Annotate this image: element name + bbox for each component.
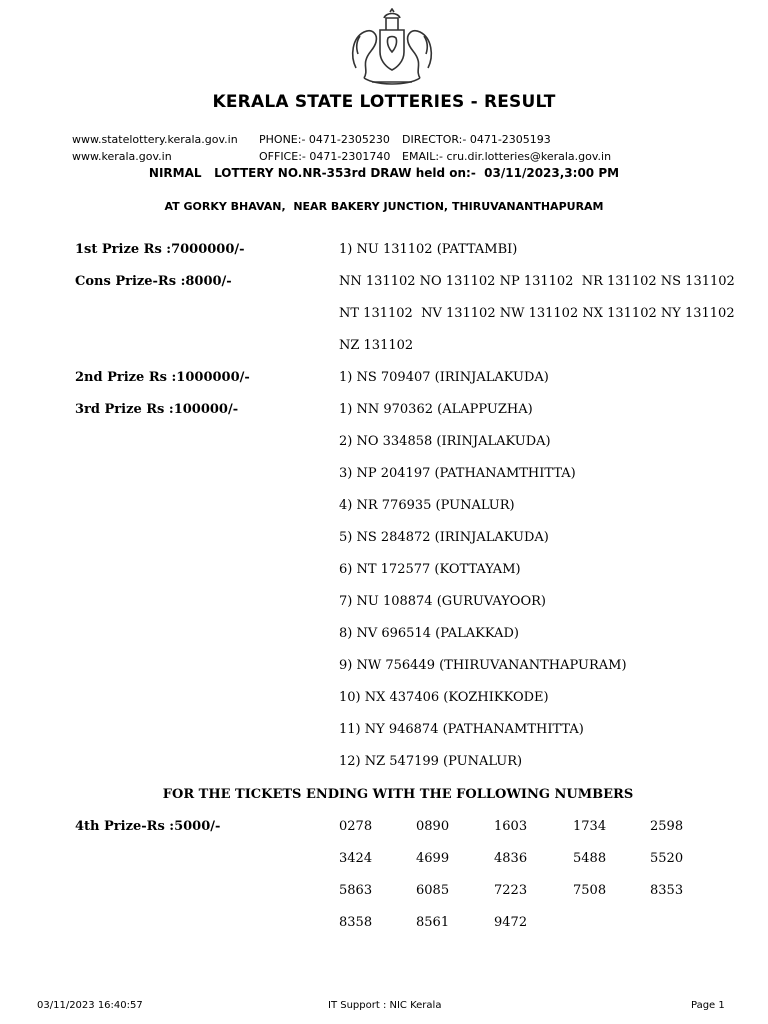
third-prize-winner: 2) NO 334858 (IRINJALAKUDA) (339, 434, 551, 449)
cons-prize-line: NT 131102 NV 131102 NW 131102 NX 131102 NY 131102 (339, 306, 735, 321)
fourth-prize-number: 9472 (494, 915, 528, 930)
office-phone: OFFICE:- 0471-2301740 (259, 150, 391, 163)
third-prize-winner: 6) NT 172577 (KOTTAYAM) (339, 562, 521, 577)
fourth-prize-label: 4th Prize-Rs :5000/- (75, 819, 221, 834)
fourth-prize-number: 8353 (650, 883, 684, 898)
footer-support: IT Support : NIC Kerala (328, 1000, 442, 1011)
footer-timestamp: 03/11/2023 16:40:57 (37, 1000, 143, 1011)
second-prize-winner: 1) NS 709407 (IRINJALAKUDA) (339, 370, 549, 385)
second-prize-label: 2nd Prize Rs :1000000/- (75, 370, 250, 385)
fourth-prize-number: 7508 (573, 883, 607, 898)
fourth-prize-number: 8358 (339, 915, 373, 930)
fourth-prize-number: 1603 (494, 819, 528, 834)
fourth-prize-number: 5488 (573, 851, 607, 866)
footer-page-number: Page 1 (691, 1000, 725, 1011)
fourth-prize-number: 3424 (339, 851, 373, 866)
third-prize-winner: 12) NZ 547199 (PUNALUR) (339, 754, 523, 769)
third-prize-winner: 10) NX 437406 (KOZHIKKODE) (339, 690, 549, 705)
first-prize-winner: 1) NU 131102 (PATTAMBI) (339, 242, 518, 257)
third-prize-winner: 3) NP 204197 (PATHANAMTHITTA) (339, 466, 576, 481)
third-prize-winner: 7) NU 108874 (GURUVAYOOR) (339, 594, 546, 609)
kerala-state-emblem-icon (346, 8, 438, 90)
cons-prize-line: NZ 131102 (339, 338, 414, 353)
fourth-prize-number: 0890 (416, 819, 450, 834)
ending-numbers-heading: FOR THE TICKETS ENDING WITH THE FOLLOWING NUMBERS (162, 787, 634, 802)
fourth-prize-number: 8561 (416, 915, 450, 930)
draw-info: NIRMAL LOTTERY NO.NR-353rd DRAW held on:- 03/11/2023,3:00 PM (148, 166, 620, 180)
email-address[interactable]: EMAIL:- cru.dir.lotteries@kerala.gov.in (402, 150, 612, 163)
draw-venue: AT GORKY BHAVAN, NEAR BAKERY JUNCTION, THIRUVANANTHAPURAM (164, 200, 604, 213)
third-prize-winner: 9) NW 756449 (THIRUVANANTHAPURAM) (339, 658, 627, 673)
third-prize-winner: 11) NY 946874 (PATHANAMTHITTA) (339, 722, 584, 737)
fourth-prize-number: 4836 (494, 851, 528, 866)
website-link[interactable]: www.statelottery.kerala.gov.in (72, 133, 238, 146)
director-phone: DIRECTOR:- 0471-2305193 (402, 133, 551, 146)
fourth-prize-number: 5863 (339, 883, 373, 898)
fourth-prize-number: 5520 (650, 851, 684, 866)
cons-prize-line: NN 131102 NO 131102 NP 131102 NR 131102 NS 131102 (339, 274, 735, 289)
fourth-prize-number: 7223 (494, 883, 528, 898)
fourth-prize-number: 0278 (339, 819, 373, 834)
cons-prize-label: Cons Prize-Rs :8000/- (75, 274, 232, 289)
third-prize-winner: 8) NV 696514 (PALAKKAD) (339, 626, 519, 641)
first-prize-label: 1st Prize Rs :7000000/- (75, 242, 245, 257)
third-prize-label: 3rd Prize Rs :100000/- (75, 402, 239, 417)
fourth-prize-number: 1734 (573, 819, 607, 834)
kerala-website-link[interactable]: www.kerala.gov.in (72, 150, 172, 163)
third-prize-winner: 1) NN 970362 (ALAPPUZHA) (339, 402, 533, 417)
fourth-prize-number: 6085 (416, 883, 450, 898)
third-prize-winner: 4) NR 776935 (PUNALUR) (339, 498, 515, 513)
fourth-prize-number: 2598 (650, 819, 684, 834)
page-title: KERALA STATE LOTTERIES - RESULT (212, 92, 556, 112)
fourth-prize-number: 4699 (416, 851, 450, 866)
third-prize-winner: 5) NS 284872 (IRINJALAKUDA) (339, 530, 549, 545)
phone-number: PHONE:- 0471-2305230 (259, 133, 390, 146)
